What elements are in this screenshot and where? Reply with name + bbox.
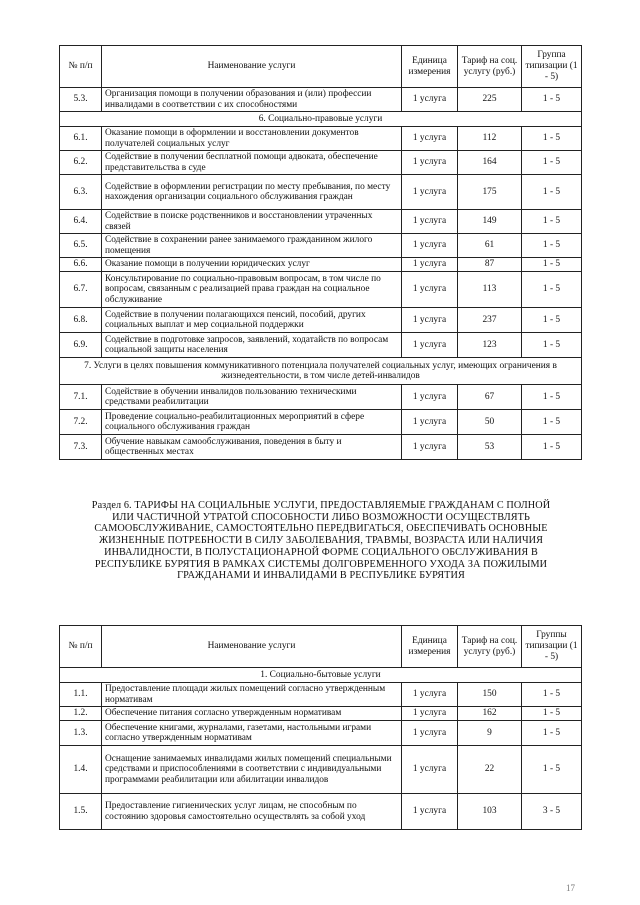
row-num: 7.1.	[60, 385, 102, 410]
row-unit: 1 услуга	[402, 151, 458, 175]
row-num: 5.3.	[60, 88, 102, 112]
row-tariff: 237	[458, 308, 522, 333]
row-group: 1 - 5	[522, 707, 582, 721]
header-name: Наименование услуги	[102, 626, 402, 668]
row-unit: 1 услуга	[402, 707, 458, 721]
row-name: Обучение навыкам самообслуживания, поведения в быту и общественных местах	[102, 435, 402, 460]
section-title: 1. Социально-бытовые услуги	[60, 668, 582, 683]
row-group: 1 - 5	[522, 234, 582, 258]
row-num: 6.2.	[60, 151, 102, 175]
row-unit: 1 услуга	[402, 88, 458, 112]
row-unit: 1 услуга	[402, 683, 458, 707]
row-unit: 1 услуга	[402, 308, 458, 333]
table-row	[60, 794, 582, 830]
table-row	[60, 333, 582, 358]
row-unit: 1 услуга	[402, 435, 458, 460]
table-row	[60, 707, 582, 721]
row-group: 1 - 5	[522, 746, 582, 794]
row-num: 1.3.	[60, 721, 102, 746]
tariff-table-section-6	[59, 625, 582, 830]
row-num: 6.7.	[60, 272, 102, 308]
row-name: Содействие в получении бесплатной помощи адвоката, обеспечение представительства в суде	[102, 151, 402, 175]
row-num: 1.4.	[60, 746, 102, 794]
table-row	[60, 435, 582, 460]
row-unit: 1 услуга	[402, 127, 458, 151]
row-name: Обеспечение книгами, журналами, газетами, настольными играми согласно утвержденным нормативам	[102, 721, 402, 746]
row-unit: 1 услуга	[402, 794, 458, 830]
row-name: Проведение социально-реабилитационных мероприятий в сфере социального обслуживания граждан	[102, 410, 402, 435]
row-group: 1 - 5	[522, 88, 582, 112]
row-num: 6.6.	[60, 258, 102, 272]
section-row	[60, 112, 582, 127]
row-name: Содействие в подготовке запросов, заявлений, ходатайств по вопросам социальной защиты населения	[102, 333, 402, 358]
table-row	[60, 385, 582, 410]
row-num: 6.4.	[60, 210, 102, 234]
row-group: 1 - 5	[522, 175, 582, 210]
row-tariff: 67	[458, 385, 522, 410]
row-num: 6.5.	[60, 234, 102, 258]
row-unit: 1 услуга	[402, 385, 458, 410]
table-row	[60, 746, 582, 794]
row-num: 7.3.	[60, 435, 102, 460]
table-row	[60, 175, 582, 210]
table-row	[60, 272, 582, 308]
row-unit: 1 услуга	[402, 258, 458, 272]
header-num: № п/п	[60, 46, 102, 88]
table-row	[60, 210, 582, 234]
row-unit: 1 услуга	[402, 410, 458, 435]
row-unit: 1 услуга	[402, 210, 458, 234]
row-group: 1 - 5	[522, 127, 582, 151]
header-group: Группа типизации (1 - 5)	[522, 46, 582, 88]
row-tariff: 162	[458, 707, 522, 721]
row-name: Содействие в обучении инвалидов пользованию техническими средствами реабилитации	[102, 385, 402, 410]
header-group: Группы типизации (1 - 5)	[522, 626, 582, 668]
row-name: Содействие в оформлении регистрации по месту пребывания, по месту нахождения организации социального обслуживания граждан	[102, 175, 402, 210]
row-tariff: 150	[458, 683, 522, 707]
row-tariff: 175	[458, 175, 522, 210]
row-tariff: 22	[458, 746, 522, 794]
row-group: 1 - 5	[522, 151, 582, 175]
table-row	[60, 127, 582, 151]
section-title: 6. Социально-правовые услуги	[60, 112, 582, 127]
row-name: Оказание помощи в получении юридических услуг	[102, 258, 402, 272]
row-num: 1.1.	[60, 683, 102, 707]
row-num: 6.3.	[60, 175, 102, 210]
header-name: Наименование услуги	[102, 46, 402, 88]
table-row	[60, 683, 582, 707]
row-name: Обеспечение питания согласно утвержденным нормативам	[102, 707, 402, 721]
row-group: 1 - 5	[522, 333, 582, 358]
table-row	[60, 410, 582, 435]
row-name: Организация помощи в получении образования и (или) профессии инвалидами в соответствии с их способностями	[102, 88, 402, 112]
row-tariff: 103	[458, 794, 522, 830]
row-tariff: 61	[458, 234, 522, 258]
row-tariff: 225	[458, 88, 522, 112]
row-tariff: 87	[458, 258, 522, 272]
row-tariff: 164	[458, 151, 522, 175]
row-unit: 1 услуга	[402, 234, 458, 258]
row-unit: 1 услуга	[402, 721, 458, 746]
table-row	[60, 151, 582, 175]
row-tariff: 50	[458, 410, 522, 435]
table-row	[60, 234, 582, 258]
row-name: Оказание помощи в оформлении и восстановлении документов получателей социальных услуг	[102, 127, 402, 151]
row-num: 6.1.	[60, 127, 102, 151]
row-group: 1 - 5	[522, 435, 582, 460]
header-tariff: Тариф на соц. услугу (руб.)	[458, 46, 522, 88]
header-unit: Единица измерения	[402, 626, 458, 668]
row-group: 1 - 5	[522, 721, 582, 746]
row-num: 1.2.	[60, 707, 102, 721]
row-name: Предоставление гигиенических услуг лицам, не способным по состоянию здоровья самостоятельно осуществлять за собой уход	[102, 794, 402, 830]
table-row	[60, 308, 582, 333]
row-name: Оснащение занимаемых инвалидами жилых помещений специальными средствами и приспособлениями в соответствии с индивидуальными программами реабилитации или абилитации инвалидов	[102, 746, 402, 794]
header-tariff: Тариф на соц. услугу (руб.)	[458, 626, 522, 668]
table-row	[60, 88, 582, 112]
header-num: № п/п	[60, 626, 102, 668]
row-tariff: 53	[458, 435, 522, 460]
table-header-row	[60, 46, 582, 88]
row-tariff: 149	[458, 210, 522, 234]
row-num: 6.8.	[60, 308, 102, 333]
row-group: 1 - 5	[522, 683, 582, 707]
header-unit: Единица измерения	[402, 46, 458, 88]
row-tariff: 9	[458, 721, 522, 746]
row-tariff: 123	[458, 333, 522, 358]
table-header-row	[60, 626, 582, 668]
section-heading: Раздел 6. ТАРИФЫ НА СОЦИАЛЬНЫЕ УСЛУГИ, ПРЕДОСТАВЛЯЕМЫЕ ГРАЖДАНАМ С ПОЛНОЙ ИЛИ ЧАСТИЧНОЙ УТРАТОЙ СПОСОБНОСТИ ЛИБО ВОЗМОЖНОСТИ ОСУЩЕСТВЛЯТЬ САМООБСЛУЖИВАНИЕ, САМОСТОЯТЕЛЬНО ПЕРЕДВИГАТЬСЯ, ОБЕСПЕЧИВАТЬ ОСНОВНЫЕ ЖИЗНЕННЫЕ ПОТРЕБНОСТИ В СИЛУ ЗАБОЛЕВАНИЯ, ТРАВМЫ, ВОЗРАСТА ИЛИ НАЛИЧИЯ ИНВАЛИДНОСТИ, В ПОЛУСТАЦИОНАРНОЙ ФОРМЕ СОЦИАЛЬНОГО ОБСЛУЖИВАНИЯ В РЕСПУБЛИКЕ БУРЯТИЯ В РАМКАХ СИСТЕМЫ ДОЛГОВРЕМЕННОГО УХОДА ЗА ПОЖИЛЫМИ ГРАЖДАНАМИ И ИНВАЛИДАМИ В РЕСПУБЛИКЕ БУРЯТИЯ	[91, 500, 551, 582]
row-unit: 1 услуга	[402, 175, 458, 210]
row-group: 1 - 5	[522, 308, 582, 333]
row-name: Консультирование по социально-правовым вопросам, в том числе по вопросам, связанным с реализацией права граждан на социальное обслуживание	[102, 272, 402, 308]
row-tariff: 113	[458, 272, 522, 308]
row-group: 1 - 5	[522, 258, 582, 272]
section-title: 7. Услуги в целях повышения коммуникативного потенциала получателей социальных услуг, имеющих ограничения в жизнедеятельности, в том числе детей-инвалидов	[60, 358, 582, 385]
section-row	[60, 358, 582, 385]
row-tariff: 112	[458, 127, 522, 151]
row-num: 7.2.	[60, 410, 102, 435]
row-num: 6.9.	[60, 333, 102, 358]
row-group: 1 - 5	[522, 210, 582, 234]
row-group: 3 - 5	[522, 794, 582, 830]
table-row	[60, 721, 582, 746]
row-name: Содействие в сохранении ранее занимаемого гражданином жилого помещения	[102, 234, 402, 258]
row-unit: 1 услуга	[402, 333, 458, 358]
page-number: 17	[566, 883, 575, 893]
row-unit: 1 услуга	[402, 272, 458, 308]
section-row	[60, 668, 582, 683]
row-num: 1.5.	[60, 794, 102, 830]
row-name: Содействие в поиске родственников и восстановлении утраченных связей	[102, 210, 402, 234]
row-name: Предоставление площади жилых помещений согласно утвержденным нормативам	[102, 683, 402, 707]
row-group: 1 - 5	[522, 272, 582, 308]
table-row	[60, 258, 582, 272]
tariff-table-continued	[59, 45, 582, 460]
row-group: 1 - 5	[522, 385, 582, 410]
row-unit: 1 услуга	[402, 746, 458, 794]
row-name: Содействие в получении полагающихся пенсий, пособий, других социальных выплат и мер социальной поддержки	[102, 308, 402, 333]
row-group: 1 - 5	[522, 410, 582, 435]
